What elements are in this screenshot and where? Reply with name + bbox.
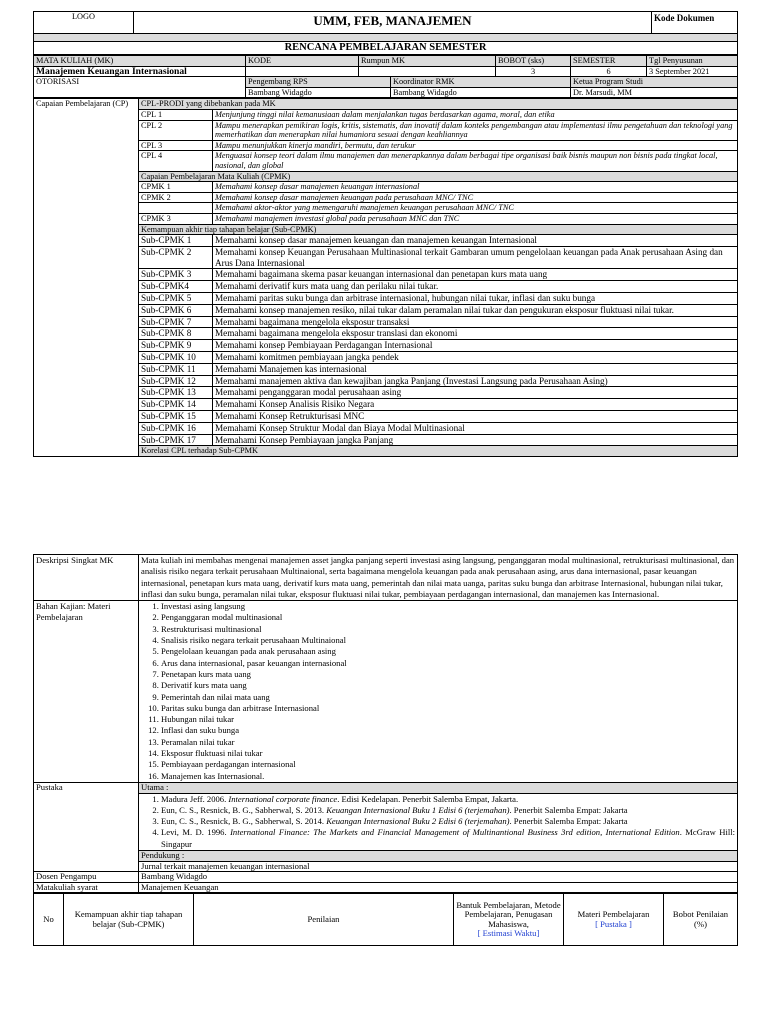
sub-cpmk-code: Sub-CPMK 10 bbox=[139, 352, 213, 364]
col-penilaian: Penilaian bbox=[194, 894, 454, 946]
capaian-row bbox=[34, 304, 738, 316]
capaian-row bbox=[34, 192, 738, 203]
capaian-row bbox=[34, 269, 738, 281]
capaian-row bbox=[34, 120, 738, 140]
cpmk-code bbox=[139, 203, 213, 214]
mk-label: MATA KULIAH (MK) bbox=[34, 56, 246, 67]
capaian-row bbox=[34, 203, 738, 214]
capaian-row bbox=[34, 246, 738, 269]
sub-cpmk-text: Memahami penganggaran modal perusahaan asing bbox=[213, 387, 738, 399]
cpl-header: CPL-PRODI yang dibebankan pada MK bbox=[139, 99, 738, 110]
pustaka-ref-label: [ Pustaka ] bbox=[595, 918, 632, 929]
bahan-kajian-item: 6. Arus dana internasional, pasar keuangan internasional bbox=[161, 658, 735, 669]
pustaka-publisher: . McGraw Hill: Singapur bbox=[161, 827, 736, 849]
pustaka-item bbox=[161, 794, 735, 805]
sub-cpmk-text: Memahami derivatif kurs mata uang dan perilaku nilai tukar. bbox=[213, 281, 738, 293]
pustaka-pendukung-value: Jurnal terkait manajemen keuangan internasional bbox=[139, 861, 738, 872]
capaian-row bbox=[34, 140, 738, 151]
capaian-row bbox=[34, 235, 738, 247]
sub-cpmk-header: Kemampuan akhir tiap tahapan belajar (Sub-CPMK) bbox=[139, 224, 738, 235]
capaian-row bbox=[34, 446, 738, 457]
sub-cpmk-text: Memahami Konsep Retrukturisasi MNC bbox=[213, 411, 738, 423]
dosen-value: Bambang Widagdo bbox=[139, 872, 738, 883]
pustaka-author: Levi, M. D. 1996. bbox=[161, 827, 231, 838]
pustaka-item bbox=[161, 827, 735, 850]
pustaka-pendukung-label: Pendukung : bbox=[139, 851, 738, 862]
capaian-row bbox=[34, 422, 738, 434]
col-bobot: Bobot Penilaian (%) bbox=[664, 894, 738, 946]
sub-cpmk-text: Memahami manajemen aktiva dan kewajiban jangka Panjang (Investasi Langsung pada Perusahaan Asing) bbox=[213, 375, 738, 387]
bahan-kajian-item: 7. Penetapan kurs mata uang bbox=[161, 669, 735, 680]
mk-value: Manajemen Keuangan Internasional bbox=[34, 66, 246, 77]
materi-label: Materi Pembelajaran bbox=[577, 909, 650, 920]
pustaka-author: Eun, C. S., Resnick, B. G., Sabherwal, S. 2013. bbox=[161, 804, 327, 815]
sub-cpmk-code: Sub-CPMK 2 bbox=[139, 246, 213, 269]
sub-cpmk-code: Sub-CPMK 6 bbox=[139, 304, 213, 316]
bantuk-label: Bantuk Pembelajaran, Metode Pembelajaran, Penugasan Mahasiswa, bbox=[456, 899, 561, 929]
cpl-code: CPL 2 bbox=[139, 120, 213, 140]
sub-cpmk-code: Sub-CPMK 14 bbox=[139, 399, 213, 411]
cpl-text: Mampu menerapkan pemikiran logis, kritis, sistematis, dan inovatif dalam konteks pengembangan atau implementasi ilmu pengetahuan dan teknologi yang memerhatikan dan menerapkan nilai humaniora sesuai dengan keahliannya bbox=[213, 120, 738, 140]
bahan-kajian-item: 8. Derivatif kurs mata uang bbox=[161, 680, 735, 691]
bahan-kajian-item: 10. Paritas suku bunga dan arbitrase Internasional bbox=[161, 703, 735, 714]
deskripsi-label: Deskripsi Singkat MK bbox=[34, 555, 139, 601]
institution-title: UMM, FEB, MANAJEMEN bbox=[134, 12, 652, 34]
sub-cpmk-text: Memahami bagaimana skema pasar keuangan internasional dan penetapan kurs mata uang bbox=[213, 269, 738, 281]
pustaka-utama-list bbox=[141, 794, 735, 850]
kode-value bbox=[246, 66, 359, 77]
bahan-kajian-item: 12. Inflasi dan suku bunga bbox=[161, 725, 735, 736]
tgl-label: Tgl Penyusunan bbox=[647, 56, 738, 67]
capaian-row bbox=[34, 434, 738, 446]
cpmk-text: Memahami konsep dasar manajemen keuangan internasional bbox=[213, 182, 738, 193]
pustaka-title: International corporate finance bbox=[228, 793, 338, 804]
cpl-text: Menjunjung tinggi nilai kemanusiaan dalam menjalankan tugas berdasarkan agama, moral, dan etika bbox=[213, 109, 738, 120]
capaian-row bbox=[34, 375, 738, 387]
sub-cpmk-text: Memahami bagaimana mengelola eksposur translasi dan ekonomi bbox=[213, 328, 738, 340]
sub-cpmk-code: Sub-CPMK 11 bbox=[139, 363, 213, 375]
sub-cpmk-text: Memahami konsep dasar manajemen keuangan dan manajemen keuangan Internasional bbox=[213, 235, 738, 247]
cpmk-header: Capaian Pembelajaran Mata Kuliah (CPMK) bbox=[139, 171, 738, 182]
capaian-row bbox=[34, 316, 738, 328]
sub-cpmk-code: Sub-CPMK 16 bbox=[139, 422, 213, 434]
capaian-table bbox=[33, 98, 738, 457]
capaian-row bbox=[34, 171, 738, 182]
sub-cpmk-text: Memahami Konsep Analisis Risiko Negara bbox=[213, 399, 738, 411]
bobot-label: BOBOT (sks) bbox=[496, 56, 571, 67]
cpl-code: CPL 4 bbox=[139, 151, 213, 171]
bobot-value: 3 bbox=[496, 66, 571, 77]
pustaka-label: Pustaka bbox=[34, 782, 139, 871]
logo-placeholder: LOGO bbox=[71, 12, 96, 21]
rumpun-label: Rumpun MK bbox=[359, 56, 496, 67]
pustaka-utama-cell bbox=[139, 793, 738, 850]
cpmk-code: CPMK 3 bbox=[139, 213, 213, 224]
syarat-value: Manajemen Keuangan bbox=[139, 882, 738, 893]
bahan-kajian-item: 11. Hubungan nilai tukar bbox=[161, 714, 735, 725]
korelasi-header: Korelasi CPL terhadap Sub-CPMK bbox=[139, 446, 738, 457]
sub-cpmk-code: Sub-CPMK 1 bbox=[139, 235, 213, 247]
course-info-table bbox=[33, 55, 738, 98]
col-materi bbox=[564, 894, 664, 946]
estimasi-label: [ Estimasi Waktu] bbox=[477, 928, 540, 939]
sub-cpmk-text: Memahami konsep manajemen resiko, nilai tukar dalam peramalan nilai tukar dan pengukuran eksposur fluktuasi nilai tukar. bbox=[213, 304, 738, 316]
bahan-kajian-item: 9. Pemerintah dan nilai mata uang bbox=[161, 692, 735, 703]
deskripsi-table bbox=[33, 554, 738, 893]
pustaka-title: International Finance: The Markets and Financial Management of Multinantional Business 3rd edition, International Edition bbox=[230, 827, 680, 838]
cpmk-text: Memahami manajemen investasi global pada perusahaan MNC dan TNC bbox=[213, 213, 738, 224]
capaian-row bbox=[34, 151, 738, 171]
pustaka-title: Keuangan Internasional Buku 1 Edisi 6 (terjemahan) bbox=[326, 804, 510, 815]
rps-page-2 bbox=[33, 554, 737, 946]
sub-cpmk-text: Memahami konsep Pembiayaan Perdagangan Internasional bbox=[213, 340, 738, 352]
capaian-row bbox=[34, 387, 738, 399]
bahan-kajian-item: 16. Manajemen kas Internasional. bbox=[161, 771, 735, 782]
capaian-row bbox=[34, 99, 738, 110]
sub-cpmk-code: Sub-CPMK 3 bbox=[139, 269, 213, 281]
col-no: No bbox=[34, 894, 64, 946]
header-table bbox=[33, 11, 738, 55]
sub-cpmk-text: Memahami konsep Keuangan Perusahaan Multinasional terkait Gambaran umum pengelolaan keuangan pada Anak perusahaan Asing dan Arus Dana Internasional bbox=[213, 246, 738, 269]
semester-value: 6 bbox=[571, 66, 647, 77]
logo-cell bbox=[34, 12, 134, 34]
cpmk-text: Memahami konsep dasar manajemen keuangan pada perusahaan MNC/ TNC bbox=[213, 192, 738, 203]
capaian-row bbox=[34, 340, 738, 352]
col-kemampuan: Kemampuan akhir tiap tahapan belajar (Sub-CPMK) bbox=[64, 894, 194, 946]
bahan-kajian-label: Bahan Kajian: Materi Pembelajaran bbox=[34, 601, 139, 783]
cpl-code: CPL 1 bbox=[139, 109, 213, 120]
cpmk-text: Memahami aktor-aktor yang memengaruhi manajemen keuangan perusahaan MNC/ TNC bbox=[213, 203, 738, 214]
pengembang-value: Bambang Widagdo bbox=[246, 87, 391, 98]
sub-cpmk-code: Sub-CPMK 12 bbox=[139, 375, 213, 387]
capaian-label: Capaian Pembelajaran (CP) bbox=[34, 99, 139, 457]
capaian-row bbox=[34, 281, 738, 293]
cpl-code: CPL 3 bbox=[139, 140, 213, 151]
kode-label: KODE bbox=[246, 56, 359, 67]
sub-cpmk-text: Memahami Manajemen kas internasional bbox=[213, 363, 738, 375]
sub-cpmk-code: Sub-CPMK 5 bbox=[139, 293, 213, 305]
tgl-value: 3 September 2021 bbox=[647, 66, 738, 77]
sub-cpmk-code: Sub-CPMK 9 bbox=[139, 340, 213, 352]
pustaka-utama-label: Utama : bbox=[139, 782, 738, 793]
bahan-kajian-cell bbox=[139, 601, 738, 783]
capaian-row bbox=[34, 213, 738, 224]
sub-cpmk-text: Memahami bagaimana mengelola eksposur transaksi bbox=[213, 316, 738, 328]
col-bantuk bbox=[454, 894, 564, 946]
semester-label: SEMESTER bbox=[571, 56, 647, 67]
sub-cpmk-code: Sub-CPMK 7 bbox=[139, 316, 213, 328]
pustaka-item bbox=[161, 805, 735, 816]
bahan-kajian-item: 13. Peramalan nilai tukar bbox=[161, 737, 735, 748]
schedule-header-table bbox=[33, 893, 738, 946]
pustaka-publisher: . Penerbit Salemba Empat: Jakarta bbox=[509, 804, 628, 815]
sub-cpmk-code: Sub-CPMK 17 bbox=[139, 434, 213, 446]
koordinator-label: Koordinator RMK bbox=[391, 77, 571, 88]
ketua-label: Ketua Program Studi bbox=[571, 77, 738, 88]
syarat-label: Matakuliah syarat bbox=[34, 882, 139, 893]
sub-cpmk-text: Memahami Konsep Struktur Modal dan Biaya Modal Multinasional bbox=[213, 422, 738, 434]
bahan-kajian-item: 5. Pengelolaan keuangan pada anak perusahaan asing bbox=[161, 646, 735, 657]
pustaka-publisher: . Edisi Kedelapan. Penerbit Salemba Empat, Jakarta. bbox=[337, 793, 519, 804]
pustaka-author: Eun, C. S., Resnick, B. G., Sabherwal, S. 2014. bbox=[161, 816, 327, 827]
bahan-kajian-item: 4. Snalisis risiko negara terkait perusahaan Multinaional bbox=[161, 635, 735, 646]
bahan-kajian-item: 2. Penganggaran modal multinasional bbox=[161, 612, 735, 623]
capaian-row bbox=[34, 411, 738, 423]
bahan-kajian-item: 1. Investasi asing langsung bbox=[161, 601, 735, 612]
header-spacer bbox=[34, 34, 738, 42]
bahan-kajian-item: 14. Eksposur fluktuasi nilai tukar bbox=[161, 748, 735, 759]
pustaka-publisher: . Penerbit Salemba Empat: Jakarta bbox=[509, 816, 628, 827]
cpmk-code: CPMK 2 bbox=[139, 192, 213, 203]
koordinator-value: Bambang Widagdo bbox=[391, 87, 571, 98]
document-title: RENCANA PEMBELAJARAN SEMESTER bbox=[34, 42, 738, 55]
capaian-row bbox=[34, 352, 738, 364]
capaian-row bbox=[34, 293, 738, 305]
pustaka-item bbox=[161, 816, 735, 827]
capaian-row bbox=[34, 363, 738, 375]
capaian-row bbox=[34, 109, 738, 120]
otorisasi-label: OTORISASI bbox=[34, 77, 246, 98]
capaian-row bbox=[34, 182, 738, 193]
sub-cpmk-code: Sub-CPMK 15 bbox=[139, 411, 213, 423]
sub-cpmk-text: Memahami komitmen pembiayaan jangka pendek bbox=[213, 352, 738, 364]
capaian-row bbox=[34, 328, 738, 340]
kode-dokumen-label: Kode Dokumen bbox=[652, 12, 738, 34]
sub-cpmk-code: Sub-CPMK4 bbox=[139, 281, 213, 293]
pengembang-label: Pengembang RPS bbox=[246, 77, 391, 88]
bahan-kajian-item: 15. Pembiayaan perdagangan internasional bbox=[161, 759, 735, 770]
cpmk-code: CPMK 1 bbox=[139, 182, 213, 193]
capaian-row bbox=[34, 224, 738, 235]
rps-page-1 bbox=[33, 11, 737, 457]
pustaka-title: Keuangan Internasional Buku 2 Edisi 6 (terjemahan) bbox=[326, 816, 510, 827]
ketua-value: Dr. Marsudi, MM bbox=[571, 87, 738, 98]
sub-cpmk-text: Memahami paritas suku bunga dan arbitrase internasional, hubungan nilai tukar, inflasi dan suku bunga bbox=[213, 293, 738, 305]
capaian-row bbox=[34, 399, 738, 411]
cpl-text: Mampu menunjukkan kinerja mandiri, bermutu, dan terukur bbox=[213, 140, 738, 151]
deskripsi-text: Mata kuliah ini membahas mengenai manajemen asset jangka panjang seperti investasi asing langsung, penganggaran modal multinasional, retrukturisasi multinasional, dan analisis risiko negara terkait perusahaan Multinaional, serta bagaimana mengelola keuangan pada anak perusahaan asing, arus dana internasional, pasar keuangan internasional, penetapan kurs mata uang, derivatif kurs mata uang, pemerintah dan nilai mata uanga, paritas suku bunga dan arbitrase Internasional, hubungan nilai tukar, inflasi dan suku bunga, peramalan nilai tukar, eksposur fluktuasi nilai tukar, pembiayaan perdagangan internasional, dan manajemen kas Internasional. bbox=[139, 555, 738, 601]
sub-cpmk-code: Sub-CPMK 13 bbox=[139, 387, 213, 399]
sub-cpmk-code: Sub-CPMK 8 bbox=[139, 328, 213, 340]
dosen-label: Dosen Pengampu bbox=[34, 872, 139, 883]
pustaka-author: Madura Jeff. 2006. bbox=[161, 793, 229, 804]
rumpun-value bbox=[359, 66, 496, 77]
bahan-kajian-list bbox=[141, 601, 735, 782]
cpl-text: Menguasai konsep teori dalam ilmu manajemen dan menerapkannya dalam berbagai tipe organisasi baik bisnis maupun non bisnis pada tingkat local, nasional, dan global bbox=[213, 151, 738, 171]
sub-cpmk-text: Memahami Konsep Pembiayaan jangka Panjang bbox=[213, 434, 738, 446]
bahan-kajian-item: 3. Restrukturisasi multinasional bbox=[161, 624, 735, 635]
